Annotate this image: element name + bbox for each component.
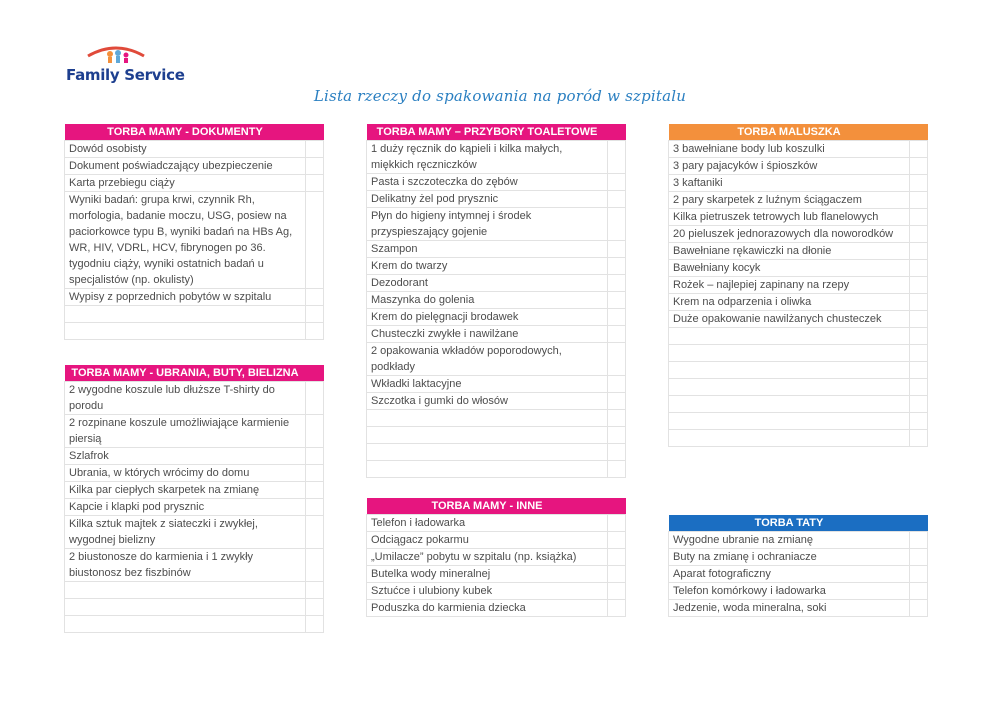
list-heading-check-column [608,498,626,514]
list-heading: TORBA MAMY - DOKUMENTY [65,124,306,140]
list-item [669,157,928,174]
list-item-checkbox[interactable] [910,174,928,191]
list-item [65,581,324,598]
list-item-label: 3 pary pajacyków i śpioszków [669,157,910,174]
list-item-label [669,344,910,361]
list-item-checkbox[interactable] [910,361,928,378]
list-item-label: Szampon [367,240,608,257]
list-item [669,259,928,276]
list-heading-check-column [306,365,324,381]
checklist-table [64,365,324,633]
list-item-label [367,443,608,460]
list-item-checkbox[interactable] [306,515,324,548]
list-item-label: Bawełniany kocyk [669,259,910,276]
list-item [367,291,626,308]
list-dokumenty [64,124,324,340]
list-item [65,191,324,288]
list-item [669,548,928,565]
list-item-label: Buty na zmianę i ochraniacze [669,548,910,565]
list-item [367,443,626,460]
list-item-label: Kilka pietruszek tetrowych lub flanelowych [669,208,910,225]
list-item-label [669,378,910,395]
list-heading: TORBA MALUSZKA [669,124,910,140]
list-item-label: Karta przebiegu ciąży [65,174,306,191]
list-item-checkbox[interactable] [910,259,928,276]
list-item-checkbox[interactable] [910,208,928,225]
list-item-label: 2 pary skarpetek z luźnym ściągaczem [669,191,910,208]
checklist-table [366,498,626,617]
list-item-checkbox[interactable] [306,174,324,191]
list-heading: TORBA MAMY – PRZYBORY TOALETOWE [367,124,608,140]
list-item [65,498,324,515]
list-item-checkbox[interactable] [910,327,928,344]
list-item-checkbox[interactable] [306,157,324,174]
list-item-label: Krem do pielęgnacji brodawek [367,308,608,325]
list-item-label: Rożek – najlepiej zapinany na rzepy [669,276,910,293]
list-heading-check-column [910,124,928,140]
list-item-checkbox[interactable] [910,531,928,548]
list-item-checkbox[interactable] [608,342,626,375]
list-item [669,361,928,378]
list-item-label [669,395,910,412]
list-tata [668,515,928,617]
list-item [367,190,626,207]
list-item-checkbox[interactable] [608,140,626,173]
list-item-label: Wygodne ubranie na zmianę [669,531,910,548]
list-heading: TORBA TATY [669,515,910,531]
list-heading-check-column [910,515,928,531]
list-item-label: Telefon komórkowy i ładowarka [669,582,910,599]
list-item-checkbox[interactable] [910,293,928,310]
list-item [367,565,626,582]
list-item [367,409,626,426]
list-item-checkbox[interactable] [608,582,626,599]
list-item [367,392,626,409]
list-item [669,242,928,259]
list-item-checkbox[interactable] [910,157,928,174]
list-przybory [366,124,626,478]
list-item-label: Bawełniane rękawiczki na dłonie [669,242,910,259]
list-item-label: 3 bawełniane body lub koszulki [669,140,910,157]
list-item-label: Maszynka do golenia [367,291,608,308]
list-item [669,395,928,412]
list-item-checkbox[interactable] [910,395,928,412]
list-item-label: Odciągacz pokarmu [367,531,608,548]
list-heading: TORBA MAMY - INNE [367,498,608,514]
list-item-label: Krem do twarzy [367,257,608,274]
list-item [669,565,928,582]
list-item [669,310,928,327]
list-inne [366,498,626,617]
list-item-label: Poduszka do karmienia dziecka [367,599,608,616]
list-item-checkbox[interactable] [910,429,928,446]
list-item-label [65,598,306,615]
list-item-label: Dokument poświadczający ubezpieczenie [65,157,306,174]
list-item-checkbox[interactable] [608,460,626,477]
list-item [367,599,626,616]
list-item-checkbox[interactable] [608,548,626,565]
list-item [669,327,928,344]
list-item [669,140,928,157]
list-item [65,157,324,174]
list-item-checkbox[interactable] [910,140,928,157]
list-item [65,322,324,339]
list-item [65,140,324,157]
list-item-checkbox[interactable] [608,531,626,548]
list-item [669,293,928,310]
list-item-label: 3 kaftaniki [669,174,910,191]
list-item-label: Butelka wody mineralnej [367,565,608,582]
list-item [367,240,626,257]
list-item [669,276,928,293]
list-item-checkbox[interactable] [306,615,324,632]
list-maluszek [668,124,928,447]
logo-text: Family Service [66,66,185,84]
list-item [65,288,324,305]
logo-arc-icon [86,42,146,66]
list-item [669,225,928,242]
list-item [65,515,324,548]
list-item-checkbox[interactable] [306,498,324,515]
list-item [65,381,324,414]
list-item-label [65,305,306,322]
list-item-checkbox[interactable] [910,225,928,242]
list-item [669,531,928,548]
list-item [367,207,626,240]
list-item-checkbox[interactable] [306,598,324,615]
list-item-label: Ubrania, w których wrócimy do domu [65,464,306,481]
list-item [367,514,626,531]
list-item [367,548,626,565]
list-item-checkbox[interactable] [608,375,626,392]
list-item [65,548,324,581]
list-item-checkbox[interactable] [306,140,324,157]
list-item [669,208,928,225]
list-item [367,531,626,548]
list-item-checkbox[interactable] [608,190,626,207]
list-item [65,615,324,632]
list-item-checkbox[interactable] [306,381,324,414]
list-item [65,174,324,191]
list-item [367,173,626,190]
list-item-checkbox[interactable] [608,409,626,426]
list-item-label: Dezodorant [367,274,608,291]
list-ubrania [64,365,324,633]
list-item [669,174,928,191]
list-item-label: Kilka par ciepłych skarpetek na zmianę [65,481,306,498]
list-item-label: Szczotka i gumki do włosów [367,392,608,409]
list-item-label: 2 biustonosze do karmienia i 1 zwykły biustonosz bez fiszbinów [65,548,306,581]
list-item-label: Szlafrok [65,447,306,464]
list-item-checkbox[interactable] [910,548,928,565]
list-item [669,582,928,599]
list-item-label: Wyniki badań: grupa krwi, czynnik Rh, morfologia, badanie moczu, USG, posiew na paciorkowce typu B, wyniki badań na HBs Ag, WR, HIV, VDRL, HCV, fibrynogen po 36. tygodniu ciąży, wyniki ostatnich badań u specjalistów (np. okulisty) [65,191,306,288]
list-item [65,464,324,481]
list-item-checkbox[interactable] [306,191,324,288]
list-item [669,412,928,429]
list-item [65,305,324,322]
list-item-checkbox[interactable] [910,582,928,599]
list-item-checkbox[interactable] [306,447,324,464]
list-item-label: Duże opakowanie nawilżanych chusteczek [669,310,910,327]
list-item-checkbox[interactable] [608,426,626,443]
list-item-label [669,412,910,429]
list-item-checkbox[interactable] [608,308,626,325]
list-item-checkbox[interactable] [608,392,626,409]
checklist-table [668,515,928,617]
list-item [65,598,324,615]
list-item-label: Telefon i ładowarka [367,514,608,531]
list-item-label: Aparat fotograficzny [669,565,910,582]
list-item-label [669,429,910,446]
list-item [367,342,626,375]
list-item-label: Kilka sztuk majtek z siateczki i zwykłej, wygodnej bielizny [65,515,306,548]
list-item-checkbox[interactable] [306,288,324,305]
list-item-label [367,460,608,477]
list-item-checkbox[interactable] [608,207,626,240]
list-item [65,481,324,498]
checklist-table [668,124,928,447]
list-item-label: Dowód osobisty [65,140,306,157]
list-item-label: 2 rozpinane koszule umożliwiające karmienie piersią [65,414,306,447]
list-item-checkbox[interactable] [306,322,324,339]
list-item-checkbox[interactable] [306,464,324,481]
list-item-checkbox[interactable] [608,257,626,274]
list-item-checkbox[interactable] [608,173,626,190]
list-item-label: Kapcie i klapki pod prysznic [65,498,306,515]
list-item-label: Wkładki laktacyjne [367,375,608,392]
list-item [367,308,626,325]
list-item-checkbox[interactable] [910,191,928,208]
list-item-checkbox[interactable] [608,514,626,531]
list-item [367,426,626,443]
list-item-label [65,581,306,598]
list-item-label: 2 opakowania wkładów poporodowych, podkłady [367,342,608,375]
list-item-checkbox[interactable] [608,291,626,308]
list-item [669,599,928,616]
list-item-label: Pasta i szczoteczka do zębów [367,173,608,190]
list-item-checkbox[interactable] [608,443,626,460]
list-item-checkbox[interactable] [910,412,928,429]
list-item-label [65,322,306,339]
list-item-label: Chusteczki zwykłe i nawilżane [367,325,608,342]
list-item-checkbox[interactable] [910,599,928,616]
list-item-checkbox[interactable] [306,414,324,447]
list-item [367,582,626,599]
list-item [669,344,928,361]
list-item-label: 1 duży ręcznik do kąpieli i kilka małych, miękkich ręczniczków [367,140,608,173]
list-item [367,460,626,477]
checklist-table [64,124,324,340]
list-item [669,191,928,208]
list-item-label [669,361,910,378]
list-item [65,447,324,464]
page-title: Lista rzeczy do spakowania na poród w szpitalu [313,87,687,105]
list-item-checkbox[interactable] [910,310,928,327]
list-item-checkbox[interactable] [608,325,626,342]
list-heading-check-column [608,124,626,140]
list-item-label: „Umilacze” pobytu w szpitalu (np. książka) [367,548,608,565]
list-item [65,414,324,447]
list-item-label [669,327,910,344]
list-heading-check-column [306,124,324,140]
list-item-label: Delikatny żel pod prysznic [367,190,608,207]
list-item-checkbox[interactable] [306,481,324,498]
list-item [367,274,626,291]
family-service-logo [66,42,185,88]
list-item [367,140,626,173]
list-item-label [367,426,608,443]
list-heading: TORBA MAMY - UBRANIA, BUTY, BIELIZNA [65,365,306,381]
list-item-label: Krem na odparzenia i oliwka [669,293,910,310]
list-item-label: Płyn do higieny intymnej i środek przyspieszający gojenie [367,207,608,240]
list-item-label: Sztućce i ulubiony kubek [367,582,608,599]
list-item-label: Jedzenie, woda mineralna, soki [669,599,910,616]
list-item-checkbox[interactable] [910,344,928,361]
list-item-checkbox[interactable] [306,305,324,322]
list-item-checkbox[interactable] [608,274,626,291]
list-item-checkbox[interactable] [910,242,928,259]
list-item [669,429,928,446]
list-item-checkbox[interactable] [608,565,626,582]
list-item-checkbox[interactable] [306,581,324,598]
list-item-label: 2 wygodne koszule lub dłuższe T-shirty do porodu [65,381,306,414]
list-item-checkbox[interactable] [910,378,928,395]
list-item-checkbox[interactable] [910,565,928,582]
list-item-label: 20 pieluszek jednorazowych dla noworodków [669,225,910,242]
list-item [367,375,626,392]
list-item-label [65,615,306,632]
list-item-checkbox[interactable] [608,599,626,616]
list-item-checkbox[interactable] [306,548,324,581]
checklist-table [366,124,626,478]
list-item-label [367,409,608,426]
list-item [669,378,928,395]
list-item-checkbox[interactable] [608,240,626,257]
list-item [367,325,626,342]
list-item-checkbox[interactable] [910,276,928,293]
list-item [367,257,626,274]
list-item-label: Wypisy z poprzednich pobytów w szpitalu [65,288,306,305]
